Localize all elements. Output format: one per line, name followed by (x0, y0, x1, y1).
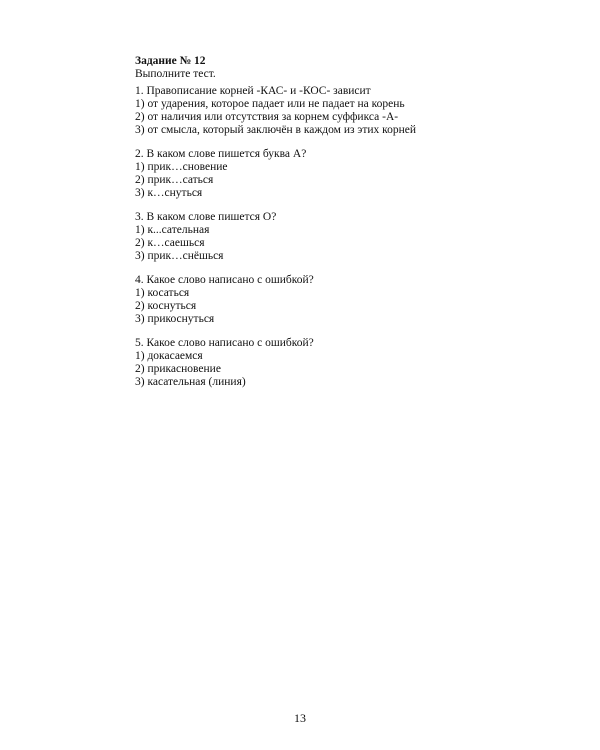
question-text: 5. Какое слово написано с ошибкой? (135, 337, 314, 349)
task-instruction: Выполните тест. (135, 68, 216, 80)
question-2 (135, 148, 565, 200)
question-3 (135, 211, 565, 263)
question-4 (135, 274, 565, 326)
answer-option: 1) к...сательная (135, 224, 210, 236)
page-number: 13 (294, 711, 306, 725)
answer-option: 1) от ударения, которое падает или не падает на корень (135, 98, 405, 110)
answer-option: 3) от смысла, который заключён в каждом из этих корней (135, 124, 417, 136)
answer-option: 1) докасаемся (135, 350, 203, 362)
question-text: 1. Правописание корней -КАС- и -КОС- зависит (135, 85, 371, 97)
question-text: 4. Какое слово написано с ошибкой? (135, 274, 314, 286)
answer-option: 2) к…саешься (135, 237, 205, 249)
answer-option: 3) к…снуться (135, 187, 203, 199)
answer-option: 3) касательная (линия) (135, 376, 246, 388)
answer-option: 3) прикоснуться (135, 313, 215, 325)
question-text: 3. В каком слове пишется О? (135, 211, 277, 223)
question-1 (135, 85, 565, 137)
answer-option: 2) прикасновение (135, 363, 221, 375)
question-5 (135, 337, 565, 389)
question-text: 2. В каком слове пишется буква А? (135, 148, 307, 160)
answer-option: 2) от наличия или отсутствия за корнем суффикса -А- (135, 111, 399, 123)
task-content (135, 55, 565, 400)
answer-option: 3) прик…снёшься (135, 250, 224, 262)
answer-option: 1) косаться (135, 287, 190, 299)
answer-option: 2) прик…саться (135, 174, 214, 186)
task-title: Задание № 12 (135, 55, 206, 67)
answer-option: 1) прик…сновение (135, 161, 228, 173)
answer-option: 2) коснуться (135, 300, 197, 312)
